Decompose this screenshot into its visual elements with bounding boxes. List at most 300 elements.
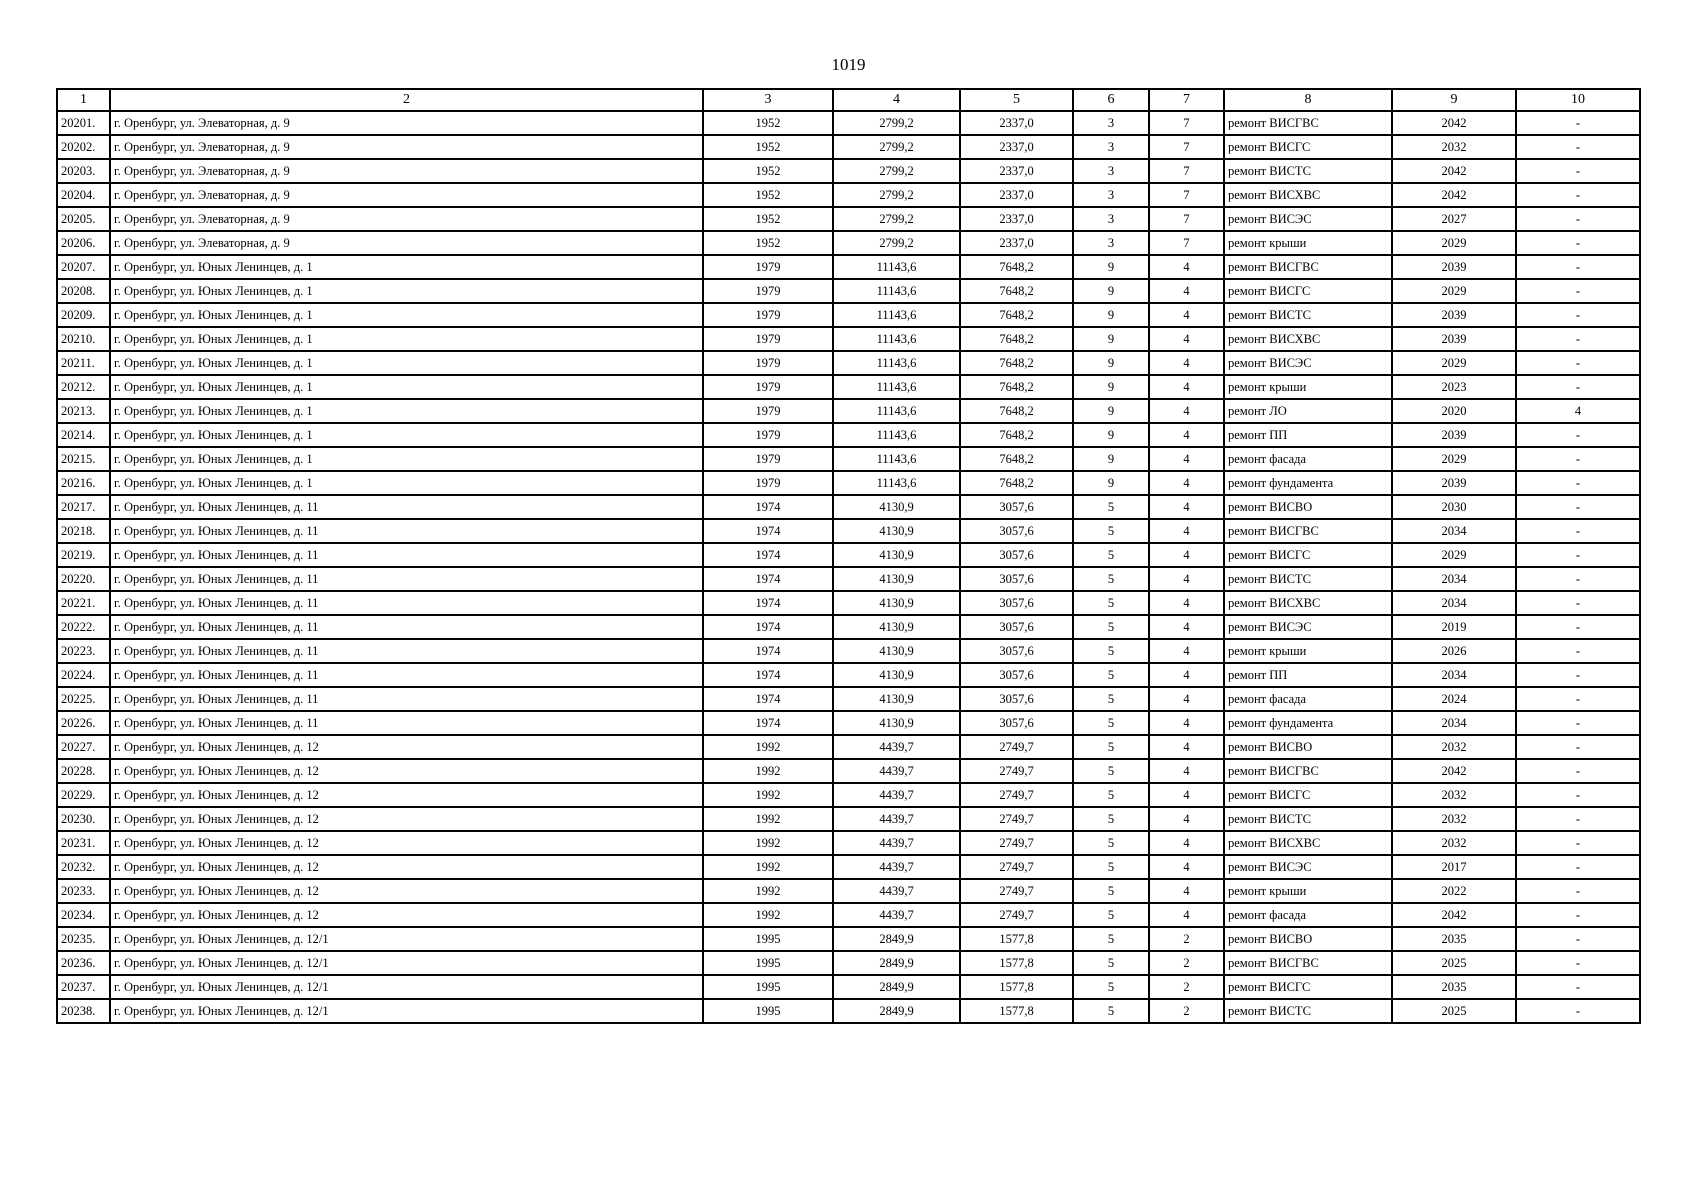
floors-cell: 3: [1073, 183, 1149, 207]
planned-year-cell: 2035: [1392, 927, 1516, 951]
work-type-cell: ремонт ВИСТС: [1224, 303, 1392, 327]
floors-cell: 3: [1073, 207, 1149, 231]
planned-year-cell: 2042: [1392, 183, 1516, 207]
year-built-cell: 1979: [703, 447, 833, 471]
planned-year-cell: 2017: [1392, 855, 1516, 879]
row-number-cell: 20204.: [57, 183, 110, 207]
entrances-cell: 4: [1149, 855, 1224, 879]
total-area-cell: 11143,6: [833, 303, 960, 327]
row-number-cell: 20229.: [57, 783, 110, 807]
work-type-cell: ремонт ВИСГВС: [1224, 759, 1392, 783]
floors-cell: 5: [1073, 711, 1149, 735]
planned-year-cell: 2039: [1392, 303, 1516, 327]
work-type-cell: ремонт крыши: [1224, 879, 1392, 903]
living-area-cell: 7648,2: [960, 447, 1073, 471]
entrances-cell: 4: [1149, 759, 1224, 783]
row-number-cell: 20205.: [57, 207, 110, 231]
total-area-cell: 4439,7: [833, 783, 960, 807]
year-built-cell: 1995: [703, 999, 833, 1023]
address-cell: г. Оренбург, ул. Юных Ленинцев, д. 12/1: [110, 975, 703, 999]
address-cell: г. Оренбург, ул. Юных Ленинцев, д. 11: [110, 639, 703, 663]
table-row: [57, 663, 1640, 687]
living-area-cell: 3057,6: [960, 687, 1073, 711]
living-area-cell: 3057,6: [960, 663, 1073, 687]
table-row: [57, 759, 1640, 783]
header-cell-7: 7: [1149, 89, 1224, 111]
row-number-cell: 20207.: [57, 255, 110, 279]
total-area-cell: 11143,6: [833, 327, 960, 351]
table-row: [57, 639, 1640, 663]
row-number-cell: 20209.: [57, 303, 110, 327]
year-built-cell: 1992: [703, 735, 833, 759]
planned-year-cell: 2042: [1392, 759, 1516, 783]
planned-year-cell: 2032: [1392, 783, 1516, 807]
column-10-value-cell: -: [1516, 207, 1640, 231]
address-cell: г. Оренбург, ул. Элеваторная, д. 9: [110, 135, 703, 159]
entrances-cell: 4: [1149, 663, 1224, 687]
living-area-cell: 2337,0: [960, 159, 1073, 183]
row-number-cell: 20212.: [57, 375, 110, 399]
work-type-cell: ремонт ВИСГС: [1224, 279, 1392, 303]
work-type-cell: ремонт фасада: [1224, 447, 1392, 471]
column-10-value-cell: -: [1516, 567, 1640, 591]
planned-year-cell: 2032: [1392, 807, 1516, 831]
table-row: [57, 807, 1640, 831]
table-row: [57, 231, 1640, 255]
living-area-cell: 3057,6: [960, 615, 1073, 639]
address-cell: г. Оренбург, ул. Юных Ленинцев, д. 12: [110, 783, 703, 807]
address-cell: г. Оренбург, ул. Юных Ленинцев, д. 1: [110, 423, 703, 447]
row-number-cell: 20227.: [57, 735, 110, 759]
total-area-cell: 2799,2: [833, 183, 960, 207]
total-area-cell: 4130,9: [833, 591, 960, 615]
column-10-value-cell: -: [1516, 615, 1640, 639]
entrances-cell: 4: [1149, 567, 1224, 591]
column-10-value-cell: -: [1516, 711, 1640, 735]
entrances-cell: 7: [1149, 111, 1224, 135]
living-area-cell: 3057,6: [960, 495, 1073, 519]
floors-cell: 5: [1073, 567, 1149, 591]
table-row: [57, 543, 1640, 567]
header-cell-10: 10: [1516, 89, 1640, 111]
work-type-cell: ремонт фундамента: [1224, 471, 1392, 495]
column-10-value-cell: -: [1516, 327, 1640, 351]
column-10-value-cell: -: [1516, 255, 1640, 279]
table-row: [57, 135, 1640, 159]
floors-cell: 9: [1073, 279, 1149, 303]
table-row: [57, 975, 1640, 999]
column-10-value-cell: -: [1516, 591, 1640, 615]
planned-year-cell: 2039: [1392, 471, 1516, 495]
floors-cell: 5: [1073, 639, 1149, 663]
year-built-cell: 1979: [703, 351, 833, 375]
entrances-cell: 7: [1149, 231, 1224, 255]
entrances-cell: 2: [1149, 999, 1224, 1023]
work-type-cell: ремонт фасада: [1224, 687, 1392, 711]
work-type-cell: ремонт ВИСХВС: [1224, 591, 1392, 615]
year-built-cell: 1974: [703, 495, 833, 519]
year-built-cell: 1992: [703, 783, 833, 807]
floors-cell: 5: [1073, 807, 1149, 831]
table-row: [57, 159, 1640, 183]
work-type-cell: ремонт ВИСХВС: [1224, 831, 1392, 855]
column-10-value-cell: -: [1516, 543, 1640, 567]
address-cell: г. Оренбург, ул. Юных Ленинцев, д. 12: [110, 735, 703, 759]
total-area-cell: 4130,9: [833, 615, 960, 639]
planned-year-cell: 2025: [1392, 951, 1516, 975]
entrances-cell: 4: [1149, 423, 1224, 447]
total-area-cell: 2799,2: [833, 231, 960, 255]
header-cell-3: 3: [703, 89, 833, 111]
entrances-cell: 4: [1149, 375, 1224, 399]
year-built-cell: 1995: [703, 927, 833, 951]
total-area-cell: 4130,9: [833, 711, 960, 735]
column-10-value-cell: -: [1516, 903, 1640, 927]
work-type-cell: ремонт фундамента: [1224, 711, 1392, 735]
header-cell-9: 9: [1392, 89, 1516, 111]
planned-year-cell: 2042: [1392, 111, 1516, 135]
table-row: [57, 327, 1640, 351]
column-10-value-cell: -: [1516, 999, 1640, 1023]
work-type-cell: ремонт ВИСТС: [1224, 807, 1392, 831]
address-cell: г. Оренбург, ул. Юных Ленинцев, д. 11: [110, 543, 703, 567]
living-area-cell: 3057,6: [960, 519, 1073, 543]
floors-cell: 9: [1073, 351, 1149, 375]
table-row: [57, 687, 1640, 711]
column-10-value-cell: -: [1516, 351, 1640, 375]
planned-year-cell: 2034: [1392, 663, 1516, 687]
year-built-cell: 1974: [703, 663, 833, 687]
year-built-cell: 1992: [703, 855, 833, 879]
floors-cell: 9: [1073, 255, 1149, 279]
column-10-value-cell: -: [1516, 759, 1640, 783]
total-area-cell: 2849,9: [833, 999, 960, 1023]
entrances-cell: 4: [1149, 807, 1224, 831]
year-built-cell: 1992: [703, 807, 833, 831]
work-type-cell: ремонт ВИСЭС: [1224, 207, 1392, 231]
work-type-cell: ремонт ВИСГС: [1224, 135, 1392, 159]
floors-cell: 5: [1073, 663, 1149, 687]
column-10-value-cell: -: [1516, 879, 1640, 903]
work-type-cell: ремонт ВИСГВС: [1224, 111, 1392, 135]
total-area-cell: 11143,6: [833, 423, 960, 447]
year-built-cell: 1992: [703, 759, 833, 783]
row-number-cell: 20238.: [57, 999, 110, 1023]
entrances-cell: 4: [1149, 687, 1224, 711]
floors-cell: 9: [1073, 423, 1149, 447]
planned-year-cell: 2032: [1392, 735, 1516, 759]
row-number-cell: 20237.: [57, 975, 110, 999]
total-area-cell: 4130,9: [833, 519, 960, 543]
address-cell: г. Оренбург, ул. Элеваторная, д. 9: [110, 159, 703, 183]
living-area-cell: 1577,8: [960, 999, 1073, 1023]
row-number-cell: 20226.: [57, 711, 110, 735]
living-area-cell: 1577,8: [960, 927, 1073, 951]
header-row: [57, 89, 1640, 111]
column-10-value-cell: 4: [1516, 399, 1640, 423]
table-row: [57, 831, 1640, 855]
work-type-cell: ремонт ВИСГС: [1224, 543, 1392, 567]
total-area-cell: 4130,9: [833, 663, 960, 687]
table-row: [57, 471, 1640, 495]
table-row: [57, 855, 1640, 879]
table-row: [57, 279, 1640, 303]
total-area-cell: 11143,6: [833, 399, 960, 423]
floors-cell: 5: [1073, 735, 1149, 759]
row-number-cell: 20211.: [57, 351, 110, 375]
living-area-cell: 3057,6: [960, 567, 1073, 591]
total-area-cell: 2849,9: [833, 951, 960, 975]
table-row: [57, 207, 1640, 231]
planned-year-cell: 2034: [1392, 711, 1516, 735]
floors-cell: 5: [1073, 951, 1149, 975]
total-area-cell: 11143,6: [833, 471, 960, 495]
entrances-cell: 7: [1149, 207, 1224, 231]
address-cell: г. Оренбург, ул. Юных Ленинцев, д. 11: [110, 615, 703, 639]
column-10-value-cell: -: [1516, 471, 1640, 495]
work-type-cell: ремонт ВИСЭС: [1224, 351, 1392, 375]
column-10-value-cell: -: [1516, 663, 1640, 687]
row-number-cell: 20233.: [57, 879, 110, 903]
year-built-cell: 1992: [703, 903, 833, 927]
address-cell: г. Оренбург, ул. Юных Ленинцев, д. 11: [110, 591, 703, 615]
year-built-cell: 1979: [703, 327, 833, 351]
total-area-cell: 11143,6: [833, 255, 960, 279]
floors-cell: 9: [1073, 303, 1149, 327]
year-built-cell: 1979: [703, 399, 833, 423]
living-area-cell: 2749,7: [960, 855, 1073, 879]
address-cell: г. Оренбург, ул. Юных Ленинцев, д. 11: [110, 711, 703, 735]
floors-cell: 5: [1073, 591, 1149, 615]
row-number-cell: 20201.: [57, 111, 110, 135]
column-10-value-cell: -: [1516, 687, 1640, 711]
year-built-cell: 1974: [703, 567, 833, 591]
floors-cell: 5: [1073, 687, 1149, 711]
work-type-cell: ремонт ВИСТС: [1224, 567, 1392, 591]
header-cell-4: 4: [833, 89, 960, 111]
year-built-cell: 1952: [703, 159, 833, 183]
total-area-cell: 11143,6: [833, 447, 960, 471]
work-type-cell: ремонт ВИСГС: [1224, 783, 1392, 807]
living-area-cell: 7648,2: [960, 471, 1073, 495]
living-area-cell: 2337,0: [960, 111, 1073, 135]
floors-cell: 5: [1073, 759, 1149, 783]
floors-cell: 5: [1073, 543, 1149, 567]
address-cell: г. Оренбург, ул. Юных Ленинцев, д. 12: [110, 903, 703, 927]
row-number-cell: 20217.: [57, 495, 110, 519]
header-cell-6: 6: [1073, 89, 1149, 111]
floors-cell: 5: [1073, 495, 1149, 519]
entrances-cell: 4: [1149, 471, 1224, 495]
floors-cell: 9: [1073, 375, 1149, 399]
year-built-cell: 1979: [703, 303, 833, 327]
row-number-cell: 20225.: [57, 687, 110, 711]
year-built-cell: 1974: [703, 639, 833, 663]
year-built-cell: 1952: [703, 111, 833, 135]
floors-cell: 3: [1073, 231, 1149, 255]
total-area-cell: 2849,9: [833, 927, 960, 951]
planned-year-cell: 2030: [1392, 495, 1516, 519]
row-number-cell: 20221.: [57, 591, 110, 615]
table-row: [57, 351, 1640, 375]
total-area-cell: 2849,9: [833, 975, 960, 999]
living-area-cell: 7648,2: [960, 327, 1073, 351]
living-area-cell: 2337,0: [960, 207, 1073, 231]
year-built-cell: 1952: [703, 231, 833, 255]
column-10-value-cell: -: [1516, 927, 1640, 951]
row-number-cell: 20215.: [57, 447, 110, 471]
floors-cell: 3: [1073, 111, 1149, 135]
total-area-cell: 4130,9: [833, 495, 960, 519]
row-number-cell: 20219.: [57, 543, 110, 567]
address-cell: г. Оренбург, ул. Юных Ленинцев, д. 11: [110, 519, 703, 543]
total-area-cell: 4439,7: [833, 807, 960, 831]
entrances-cell: 7: [1149, 183, 1224, 207]
address-cell: г. Оренбург, ул. Юных Ленинцев, д. 1: [110, 375, 703, 399]
floors-cell: 9: [1073, 471, 1149, 495]
planned-year-cell: 2029: [1392, 279, 1516, 303]
living-area-cell: 7648,2: [960, 423, 1073, 447]
work-type-cell: ремонт ВИСЭС: [1224, 855, 1392, 879]
living-area-cell: 7648,2: [960, 375, 1073, 399]
address-cell: г. Оренбург, ул. Юных Ленинцев, д. 1: [110, 327, 703, 351]
column-10-value-cell: -: [1516, 975, 1640, 999]
total-area-cell: 4130,9: [833, 639, 960, 663]
work-type-cell: ремонт ВИСЭС: [1224, 615, 1392, 639]
entrances-cell: 4: [1149, 735, 1224, 759]
work-type-cell: ремонт ЛО: [1224, 399, 1392, 423]
work-type-cell: ремонт ВИСТС: [1224, 159, 1392, 183]
planned-year-cell: 2042: [1392, 159, 1516, 183]
work-type-cell: ремонт ВИСТС: [1224, 999, 1392, 1023]
page-number: 1019: [831, 55, 866, 74]
column-10-value-cell: -: [1516, 423, 1640, 447]
entrances-cell: 4: [1149, 351, 1224, 375]
column-10-value-cell: -: [1516, 375, 1640, 399]
work-type-cell: ремонт ВИСХВС: [1224, 183, 1392, 207]
entrances-cell: 4: [1149, 711, 1224, 735]
work-type-cell: ремонт ВИСГС: [1224, 975, 1392, 999]
column-10-value-cell: -: [1516, 951, 1640, 975]
entrances-cell: 2: [1149, 975, 1224, 999]
planned-year-cell: 2024: [1392, 687, 1516, 711]
total-area-cell: 11143,6: [833, 351, 960, 375]
total-area-cell: 11143,6: [833, 279, 960, 303]
living-area-cell: 2337,0: [960, 183, 1073, 207]
entrances-cell: 2: [1149, 951, 1224, 975]
floors-cell: 5: [1073, 927, 1149, 951]
total-area-cell: 4439,7: [833, 855, 960, 879]
planned-year-cell: 2022: [1392, 879, 1516, 903]
row-number-cell: 20234.: [57, 903, 110, 927]
floors-cell: 5: [1073, 783, 1149, 807]
address-cell: г. Оренбург, ул. Юных Ленинцев, д. 1: [110, 399, 703, 423]
column-10-value-cell: -: [1516, 783, 1640, 807]
table-row: [57, 879, 1640, 903]
living-area-cell: 2749,7: [960, 759, 1073, 783]
address-cell: г. Оренбург, ул. Юных Ленинцев, д. 1: [110, 471, 703, 495]
row-number-cell: 20213.: [57, 399, 110, 423]
living-area-cell: 2337,0: [960, 231, 1073, 255]
address-cell: г. Оренбург, ул. Юных Ленинцев, д. 12: [110, 759, 703, 783]
address-cell: г. Оренбург, ул. Юных Ленинцев, д. 12/1: [110, 999, 703, 1023]
entrances-cell: 4: [1149, 783, 1224, 807]
living-area-cell: 7648,2: [960, 255, 1073, 279]
row-number-cell: 20210.: [57, 327, 110, 351]
entrances-cell: 7: [1149, 159, 1224, 183]
address-cell: г. Оренбург, ул. Юных Ленинцев, д. 1: [110, 279, 703, 303]
address-cell: г. Оренбург, ул. Элеваторная, д. 9: [110, 111, 703, 135]
living-area-cell: 7648,2: [960, 303, 1073, 327]
header-cell-1: 1: [57, 89, 110, 111]
living-area-cell: 2749,7: [960, 879, 1073, 903]
row-number-cell: 20232.: [57, 855, 110, 879]
address-cell: г. Оренбург, ул. Юных Ленинцев, д. 1: [110, 255, 703, 279]
table-row: [57, 495, 1640, 519]
year-built-cell: 1979: [703, 471, 833, 495]
address-cell: г. Оренбург, ул. Юных Ленинцев, д. 11: [110, 567, 703, 591]
floors-cell: 5: [1073, 831, 1149, 855]
year-built-cell: 1995: [703, 951, 833, 975]
living-area-cell: 3057,6: [960, 639, 1073, 663]
address-cell: г. Оренбург, ул. Юных Ленинцев, д. 12/1: [110, 927, 703, 951]
year-built-cell: 1979: [703, 375, 833, 399]
work-type-cell: ремонт ВИСГВС: [1224, 255, 1392, 279]
header-cell-5: 5: [960, 89, 1073, 111]
address-cell: г. Оренбург, ул. Юных Ленинцев, д. 11: [110, 663, 703, 687]
total-area-cell: 4439,7: [833, 831, 960, 855]
column-10-value-cell: -: [1516, 855, 1640, 879]
column-10-value-cell: -: [1516, 159, 1640, 183]
work-type-cell: ремонт крыши: [1224, 375, 1392, 399]
year-built-cell: 1992: [703, 831, 833, 855]
row-number-cell: 20216.: [57, 471, 110, 495]
column-10-value-cell: -: [1516, 831, 1640, 855]
planned-year-cell: 2020: [1392, 399, 1516, 423]
column-10-value-cell: -: [1516, 807, 1640, 831]
year-built-cell: 1974: [703, 687, 833, 711]
column-10-value-cell: -: [1516, 231, 1640, 255]
table-row: [57, 951, 1640, 975]
living-area-cell: 3057,6: [960, 711, 1073, 735]
total-area-cell: 4439,7: [833, 903, 960, 927]
table-row: [57, 399, 1640, 423]
work-type-cell: ремонт ВИСВО: [1224, 927, 1392, 951]
row-number-cell: 20236.: [57, 951, 110, 975]
living-area-cell: 2749,7: [960, 783, 1073, 807]
table-row: [57, 735, 1640, 759]
living-area-cell: 7648,2: [960, 351, 1073, 375]
table-row: [57, 591, 1640, 615]
entrances-cell: 4: [1149, 327, 1224, 351]
total-area-cell: 4130,9: [833, 543, 960, 567]
work-type-cell: ремонт фасада: [1224, 903, 1392, 927]
row-number-cell: 20208.: [57, 279, 110, 303]
entrances-cell: 4: [1149, 519, 1224, 543]
table-row: [57, 423, 1640, 447]
header-cell-8: 8: [1224, 89, 1392, 111]
entrances-cell: 4: [1149, 831, 1224, 855]
planned-year-cell: 2026: [1392, 639, 1516, 663]
address-cell: г. Оренбург, ул. Юных Ленинцев, д. 1: [110, 303, 703, 327]
planned-year-cell: 2039: [1392, 255, 1516, 279]
planned-year-cell: 2035: [1392, 975, 1516, 999]
work-type-cell: ремонт ВИСВО: [1224, 495, 1392, 519]
total-area-cell: 11143,6: [833, 375, 960, 399]
entrances-cell: 4: [1149, 255, 1224, 279]
table-row: [57, 783, 1640, 807]
planned-year-cell: 2029: [1392, 543, 1516, 567]
